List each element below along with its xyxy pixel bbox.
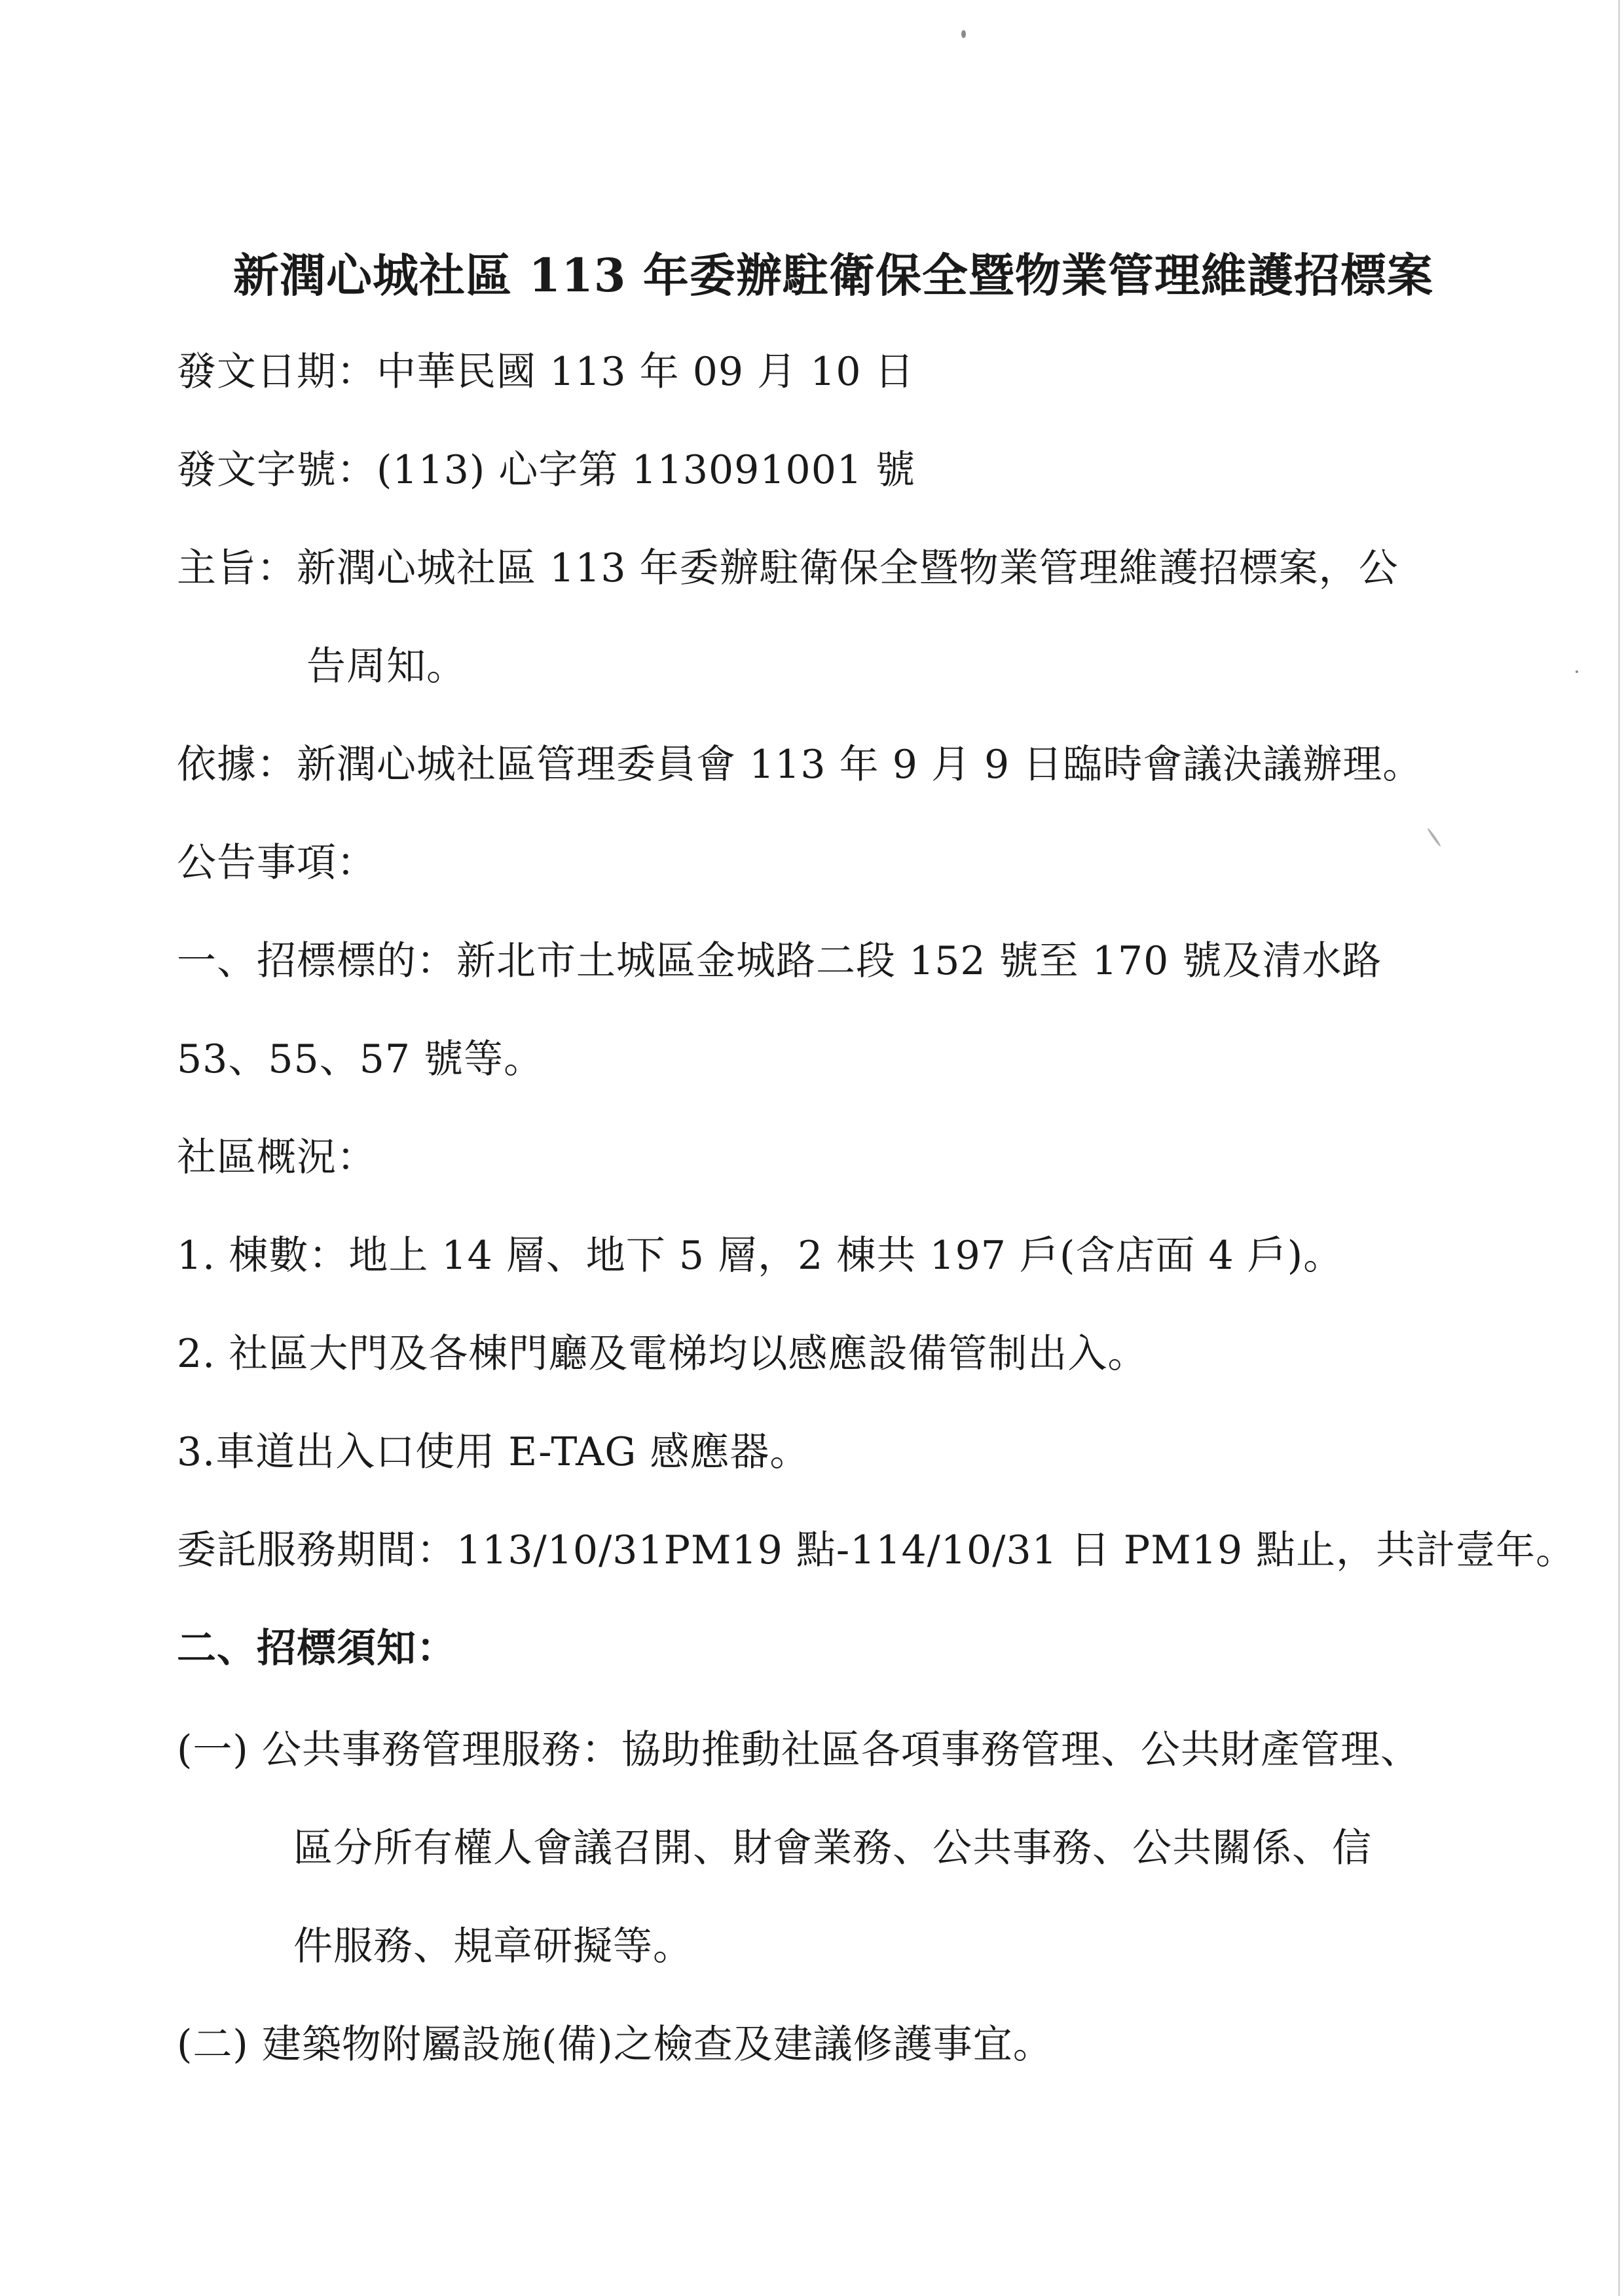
subject-line-continued: 告周知。 [306,644,466,689]
overview-item: 1. 棟數：地上 14 層、地下 5 層，2 棟共 197 戶(含店面 4 戶)。 [177,1233,1344,1279]
notes-item: (一) 公共事務管理服務：協助推動社區各項事務管理、公共財產管理、 [177,1727,1420,1773]
document-number: 發文字號：(113) 心字第 113091001 號 [177,447,916,493]
notes-item-continued: 件服務、規章研擬等。 [293,1923,693,1969]
notes-item-continued: 區分所有權人會議召開、財會業務、公共事務、公共關係、信 [293,1825,1372,1871]
issue-date: 發文日期：中華民國 113 年 09 月 10 日 [177,349,915,395]
overview-item: 3.車道出入口使用 E-TAG 感應器。 [177,1429,810,1475]
document-title: 新潤心城社區 113 年委辦駐衛保全暨物業管理維護招標案 [233,248,1433,302]
overview-item: 2. 社區大門及各棟門廳及電梯均以感應設備管制出入。 [177,1331,1148,1377]
scan-speck [1427,828,1442,847]
basis-line: 依據：新潤心城社區管理委員會 113 年 9 月 9 日臨時會議決議辦理。 [177,742,1423,788]
subject-line: 主旨：新潤心城社區 113 年委辦駐衛保全暨物業管理維護招標案，公 [177,545,1399,591]
scan-speck [961,30,966,38]
community-overview-heading: 社區概況： [177,1135,377,1180]
tender-subject-line: 一、招標標的：新北市土城區金城路二段 152 號至 170 號及清水路 [177,938,1382,984]
scan-edge-line [1618,0,1620,2296]
tender-subject-line-continued: 53、55、57 號等。 [177,1036,544,1082]
announcement-heading: 公告事項： [177,840,377,886]
tender-notes-heading: 二、招標須知： [177,1626,456,1671]
notes-item: (二) 建築物附屬設施(備)之檢查及建議修護事宜。 [177,2022,1053,2068]
service-period-line: 委託服務期間：113/10/31PM19 點-114/10/31 日 PM19 點止，共計壹年。 [177,1527,1576,1573]
scan-speck [1576,670,1578,673]
